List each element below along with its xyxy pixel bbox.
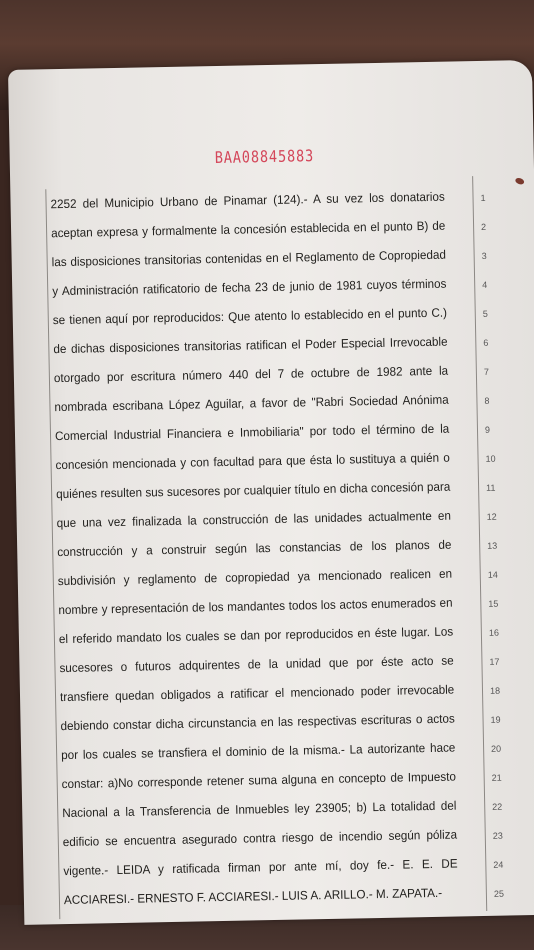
line-number: 13 <box>487 540 498 551</box>
text-line: subdivisión y reglamento de copropiedad ya mencionado realicen en <box>57 566 453 589</box>
text-line: concesión mencionada y con facultad para que ésta lo sustituya a quién o <box>55 450 450 473</box>
line-number: 12 <box>486 511 497 522</box>
line-number: 2 <box>481 221 487 232</box>
line-number: 17 <box>489 656 500 667</box>
line-number: 21 <box>491 772 502 783</box>
text-line: quiénes resulten sus sucesores por cualquier título en dicha concesión para <box>56 479 451 502</box>
line-number: 22 <box>492 801 503 812</box>
line-number: 5 <box>482 308 488 319</box>
line-number: 25 <box>493 888 505 899</box>
text-line: construcción y a construir según las constancias de los planos de <box>57 537 452 560</box>
text-line: de dichas disposiciones transitorias ratifican el Poder Especial Irrevocable <box>53 334 448 357</box>
text-line: transfiere quedan obligados a ratificar el mencionado poder irrevocable <box>59 682 455 705</box>
line-number: 14 <box>487 569 498 580</box>
text-line: otorgado por escritura número 440 del 7 de octubre de 1982 ante la <box>53 363 449 386</box>
line-number: 4 <box>482 279 488 290</box>
text-line: el referido mandato los cuales se dan por reproducidos en éste lugar. Los <box>58 624 454 647</box>
line-number: 24 <box>493 859 504 870</box>
text-line: edificio se encuentra asegurado contra riesgo de incendio según póliza <box>62 827 458 850</box>
text-line: vigente.- LEIDA y ratificada firman por ante mí, doy fe.- E. E. DE <box>63 856 458 879</box>
line-number: 18 <box>489 685 501 696</box>
line-number: 1 <box>480 192 486 203</box>
line-number: 19 <box>490 714 501 725</box>
text-line: aceptan expresa y formalmente la concesión establecida en el punto B) de <box>51 218 446 241</box>
line-number: 23 <box>492 830 503 841</box>
line-number: 11 <box>486 482 496 493</box>
text-line: que una vez finalizada la construcción de las unidades actualmente en <box>56 508 452 531</box>
line-number: 9 <box>484 424 491 435</box>
text-line: nombrada escribana López Aguilar, a favor de "Rabri Sociedad Anónima <box>54 392 449 415</box>
line-number: 3 <box>481 250 487 261</box>
line-number: 7 <box>483 366 489 377</box>
text-line: las disposiciones transitorias contenidas en el Reglamento de Copropiedad <box>51 247 447 270</box>
line-number: 10 <box>485 453 496 464</box>
line-number: 8 <box>484 395 490 406</box>
text-line: 2252 del Municipio Urbano de Pinamar (124).- A su vez los donatarios <box>50 189 445 212</box>
text-line: Nacional a la Transferencia de Inmuebles ley 23905; b) La totalidad del <box>62 798 457 821</box>
text-line: sucesores o futuros adquirentes de la unidad que por éste acto se <box>59 653 454 676</box>
document-page <box>8 60 534 925</box>
line-number: 15 <box>488 598 499 609</box>
text-line: debiendo constar dicha circunstancia en las respectivas escrituras o actos <box>60 711 455 734</box>
text-line: ACCIARESI.- ERNESTO F. ACCIARESI.- LUIS A. ARILLO.- M. ZAPATA.- <box>63 885 443 908</box>
line-number: 20 <box>491 743 502 754</box>
text-line: y Administración ratificatorio de fecha 23 de junio de 1981 cuyos términos <box>52 276 447 299</box>
text-line: Comercial Industrial Financiera e Inmobiliaria" por todo el término de la <box>54 421 450 444</box>
text-line: nombre y representación de los mandantes todos los actos enumerados en <box>58 595 453 618</box>
ink-mark <box>514 177 524 186</box>
text-line: por los cuales se transfiera el dominio de la misma.- La autorizante hace <box>61 740 456 763</box>
text-line: constar: a)No corresponde retener suma alguna en concepto de Impuesto <box>61 769 457 792</box>
text-line: se tienen aquí por reproducidos: Que atento lo establecido en el punto C.) <box>52 305 448 328</box>
line-number: 16 <box>488 627 500 638</box>
serial-number: BAA08845883 <box>214 146 315 168</box>
line-number: 6 <box>483 337 489 348</box>
